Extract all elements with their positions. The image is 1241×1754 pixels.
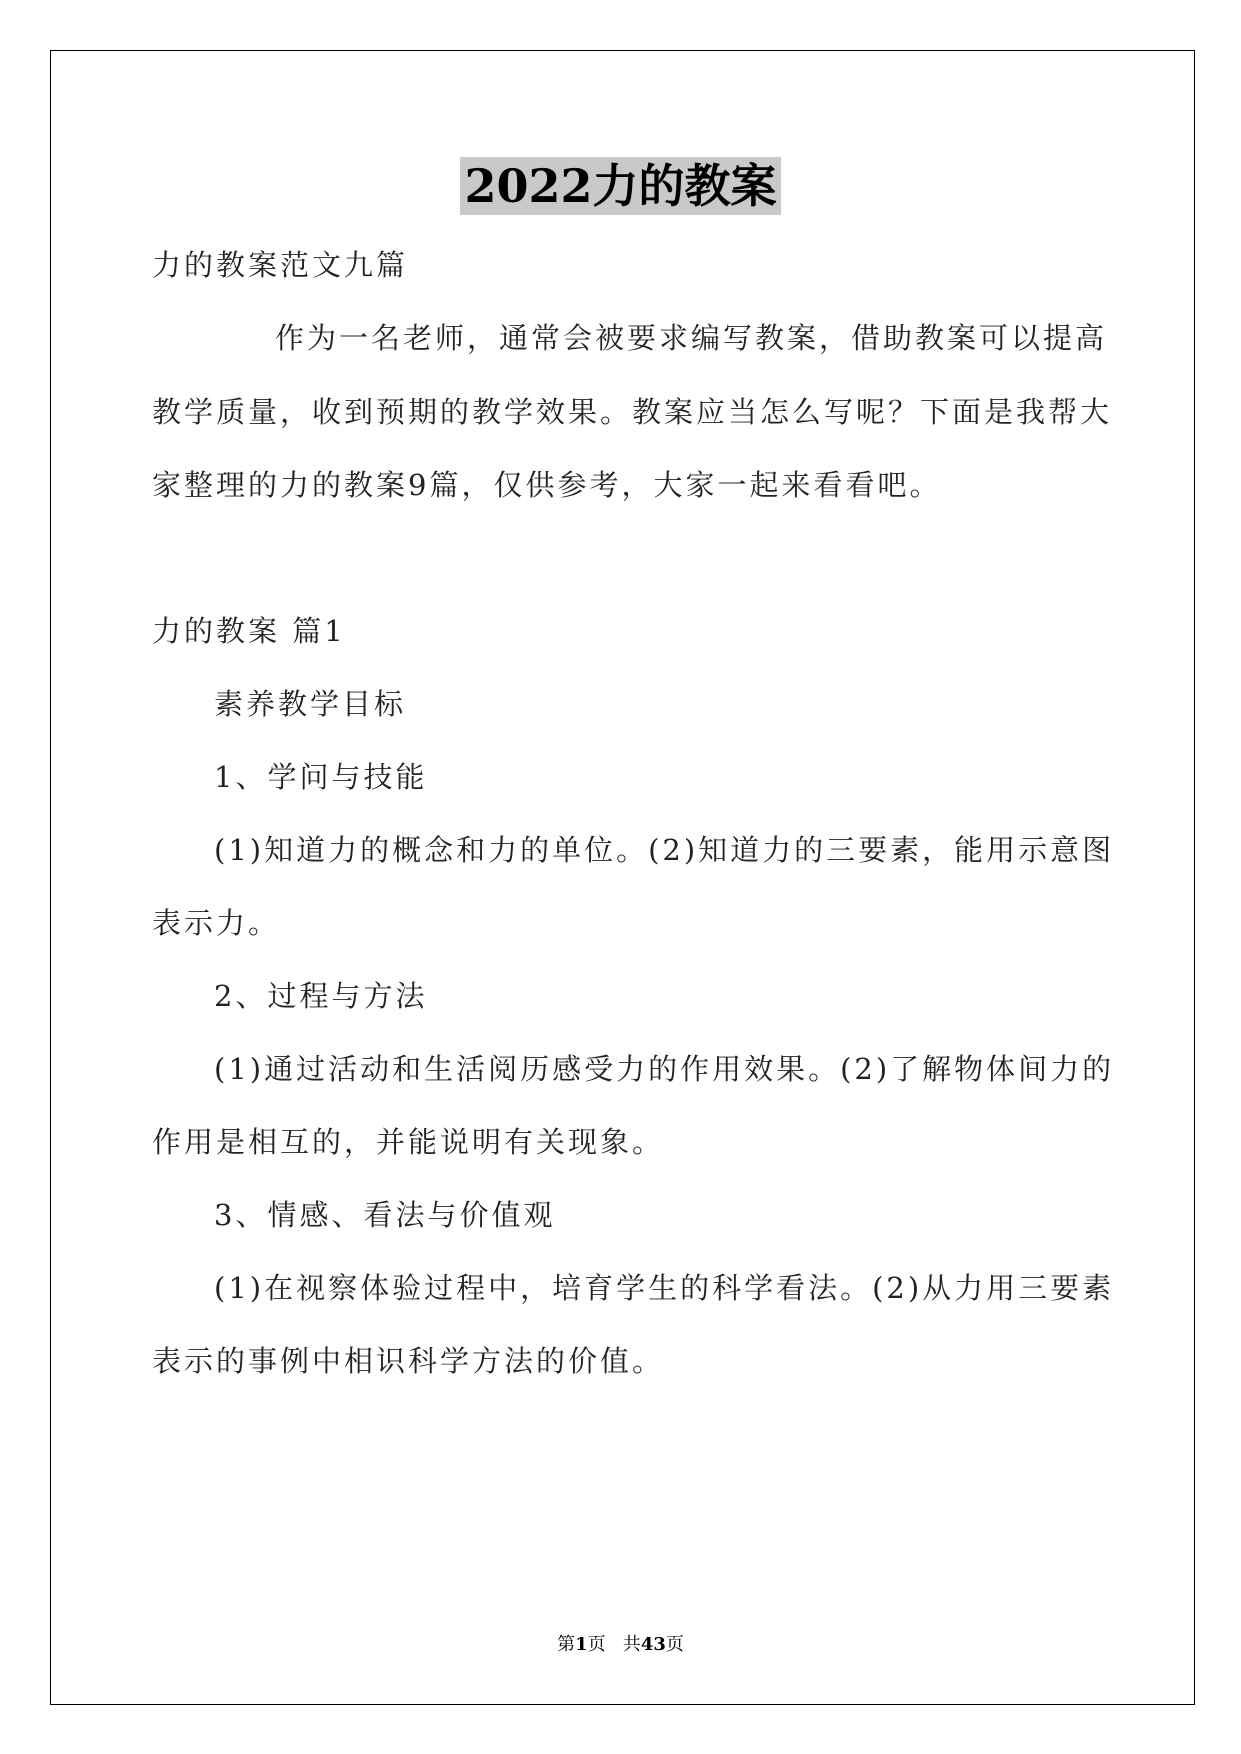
body-line-10: 表示的事例中相识科学方法的价值。	[152, 1344, 665, 1378]
body-line-2: 1、学问与技能	[214, 760, 428, 794]
page-number: 1	[575, 1634, 588, 1655]
body-line-9: (1)在视察体验过程中，培育学生的科学看法。(2)从力用三要素	[214, 1271, 1115, 1305]
subtitle: 力的教案范文九篇	[152, 248, 409, 282]
page-footer	[0, 1630, 1241, 1656]
total-prefix: 共	[622, 1634, 641, 1655]
page-suffix: 页	[587, 1634, 606, 1655]
total-pages: 43	[640, 1634, 666, 1655]
body-line-5: 2、过程与方法	[214, 979, 428, 1013]
intro-line-1: 作为一名老师，通常会被要求编写教案，借助教案可以提高	[275, 321, 1108, 355]
body-line-3: (1)知道力的概念和力的单位。(2)知道力的三要素，能用示意图	[214, 833, 1115, 867]
page-border	[50, 50, 1195, 1705]
body-line-7: 作用是相互的，并能说明有关现象。	[152, 1125, 665, 1159]
intro-line-2: 教学质量，收到预期的教学效果。教案应当怎么写呢？下面是我帮大	[152, 395, 1113, 429]
total-suffix: 页	[665, 1634, 684, 1655]
body-line-6: (1)通过活动和生活阅历感受力的作用效果。(2)了解物体间力的	[214, 1052, 1115, 1086]
intro-line-3: 家整理的力的教案9篇，仅供参考，大家一起来看看吧。	[152, 468, 942, 502]
document-title-text: 2022力的教案	[460, 157, 780, 215]
body-line-1: 素养教学目标	[214, 687, 407, 721]
body-line-8: 3、情感、看法与价值观	[214, 1198, 556, 1232]
document-title	[0, 150, 1241, 216]
body-line-4: 表示力。	[152, 906, 281, 940]
section-heading: 力的教案 篇1	[152, 614, 346, 648]
page-prefix: 第	[557, 1634, 576, 1655]
